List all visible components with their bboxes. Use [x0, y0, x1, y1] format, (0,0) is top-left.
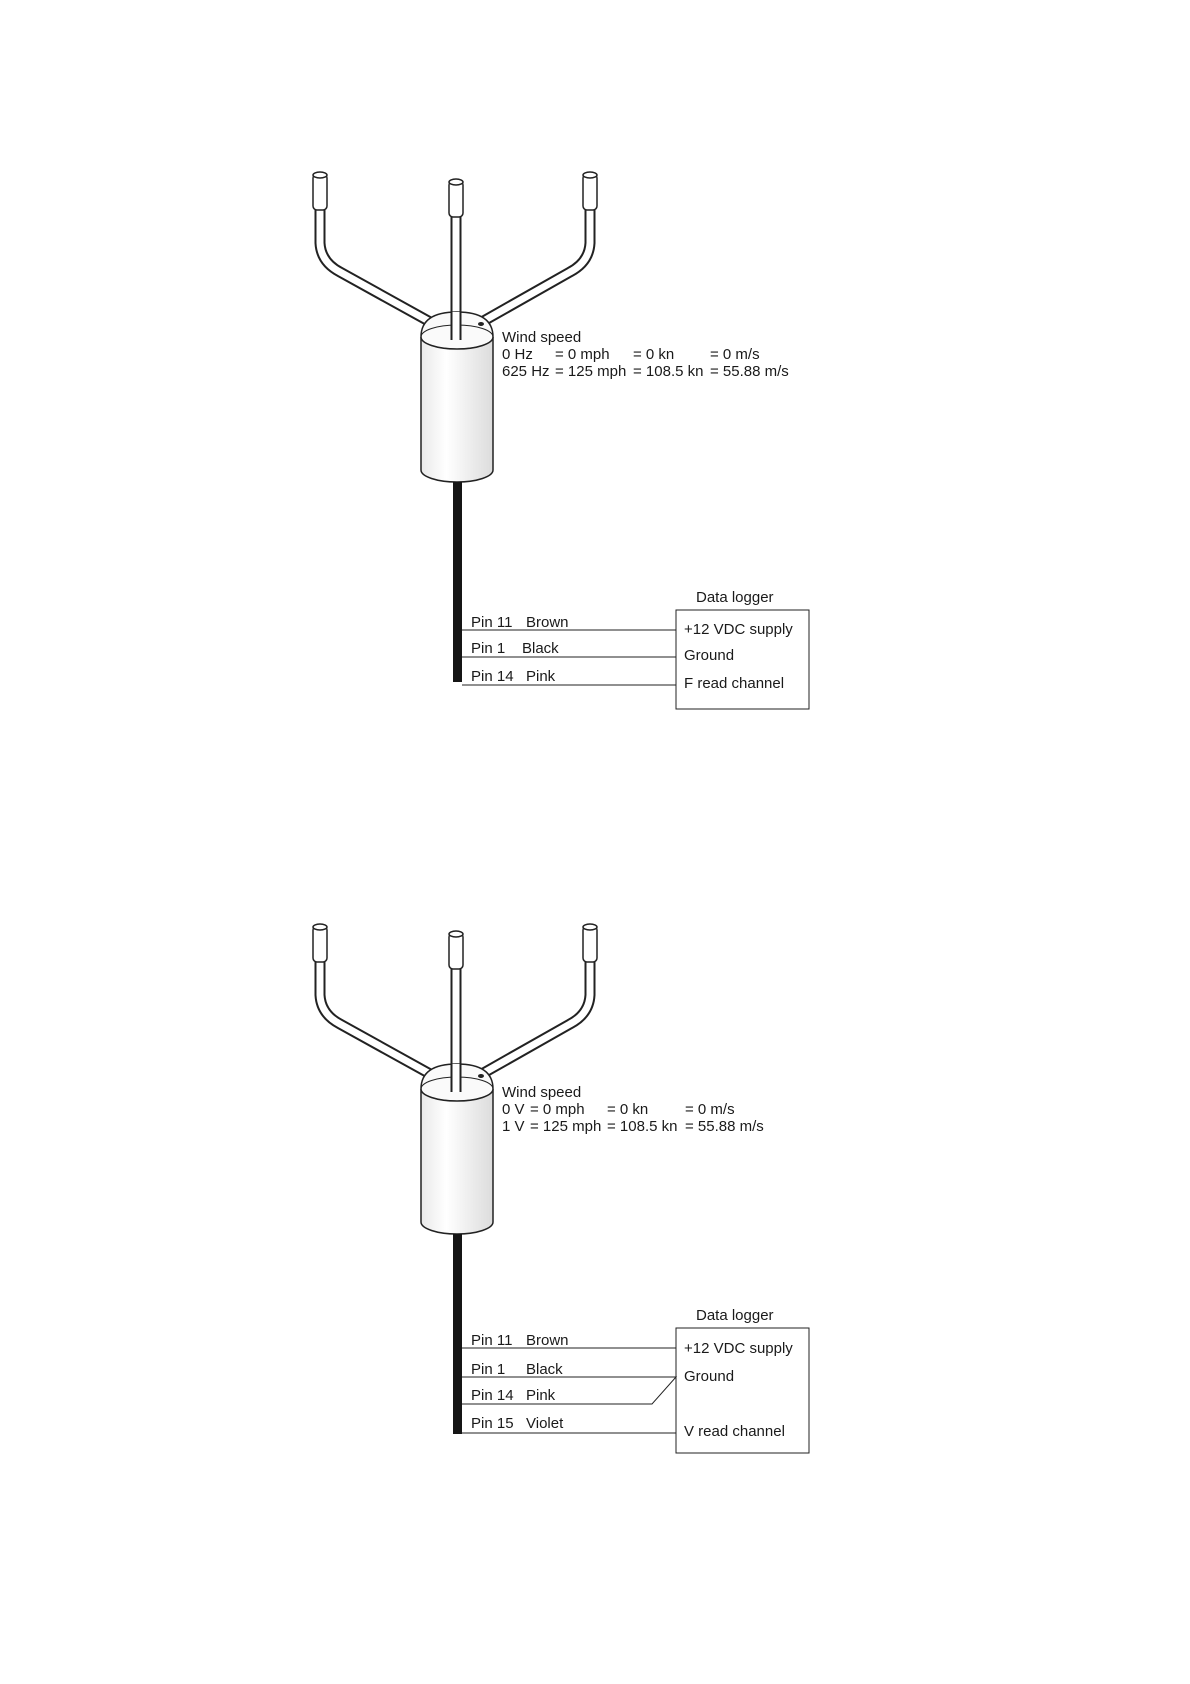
scale-input-high: 625 Hz: [502, 363, 550, 380]
terminal-read-channel: V read channel: [684, 1423, 785, 1440]
pin-label-15: Pin 15: [471, 1415, 514, 1432]
scale-row-1: [502, 1101, 735, 1118]
data-logger-title: Data logger: [696, 589, 774, 606]
diagram-voltage: [313, 924, 809, 1453]
scale-input-high: 1 V: [502, 1118, 525, 1135]
scale-mph-high: = 125 mph: [555, 363, 627, 380]
terminal-ground: Ground: [684, 1368, 735, 1385]
terminal-supply: +12 VDC supply: [684, 1340, 793, 1357]
pin-label-11: Pin 11: [471, 614, 513, 631]
terminal-read-channel: F read channel: [684, 675, 785, 692]
ultrasonic-wind-sensor-icon: [313, 172, 597, 682]
scale-input-low: 0 V: [502, 1101, 525, 1118]
diagram-frequency: [313, 172, 809, 709]
data-logger-title: Data logger: [696, 1307, 774, 1324]
pin-color-violet: Violet: [526, 1415, 564, 1432]
pin-color-brown: Brown: [526, 1332, 569, 1349]
scale-ms-low: = 0 m/s: [710, 346, 760, 363]
scale-input-low: 0 Hz: [502, 346, 533, 363]
scale-kn-low: = 0 kn: [607, 1101, 649, 1118]
scale-mph-low: = 0 mph: [530, 1101, 585, 1118]
scale-kn-high: = 108.5 kn: [633, 363, 704, 380]
scale-ms-high: = 55.88 m/s: [685, 1118, 764, 1135]
terminal-supply: +12 VDC supply: [684, 621, 793, 638]
wind-speed-title: Wind speed: [502, 1084, 582, 1101]
scale-row-2: [502, 1118, 764, 1135]
ultrasonic-wind-sensor-icon: [313, 924, 597, 1434]
pin-label-11: Pin 11: [471, 1332, 513, 1349]
pin-label-14: Pin 14: [471, 668, 514, 685]
scale-mph-low: = 0 mph: [555, 346, 610, 363]
pin-color-black: Black: [522, 640, 559, 657]
pin-label-1: Pin 1: [471, 640, 506, 657]
scale-row-2: [502, 363, 789, 380]
pin-color-pink: Pink: [526, 1387, 556, 1404]
pin-color-brown: Brown: [526, 614, 569, 631]
pin-color-black: Black: [526, 1361, 563, 1378]
scale-ms-high: = 55.88 m/s: [710, 363, 789, 380]
pin-color-pink: Pink: [526, 668, 556, 685]
terminal-ground: Ground: [684, 647, 735, 664]
pin-label-1: Pin 1: [471, 1361, 506, 1378]
scale-kn-low: = 0 kn: [633, 346, 675, 363]
pin-label-14: Pin 14: [471, 1387, 514, 1404]
scale-row-1: [502, 346, 760, 363]
scale-mph-high: = 125 mph: [530, 1118, 602, 1135]
scale-kn-high: = 108.5 kn: [607, 1118, 678, 1135]
wind-speed-title: Wind speed: [502, 329, 582, 346]
scale-ms-low: = 0 m/s: [685, 1101, 735, 1118]
